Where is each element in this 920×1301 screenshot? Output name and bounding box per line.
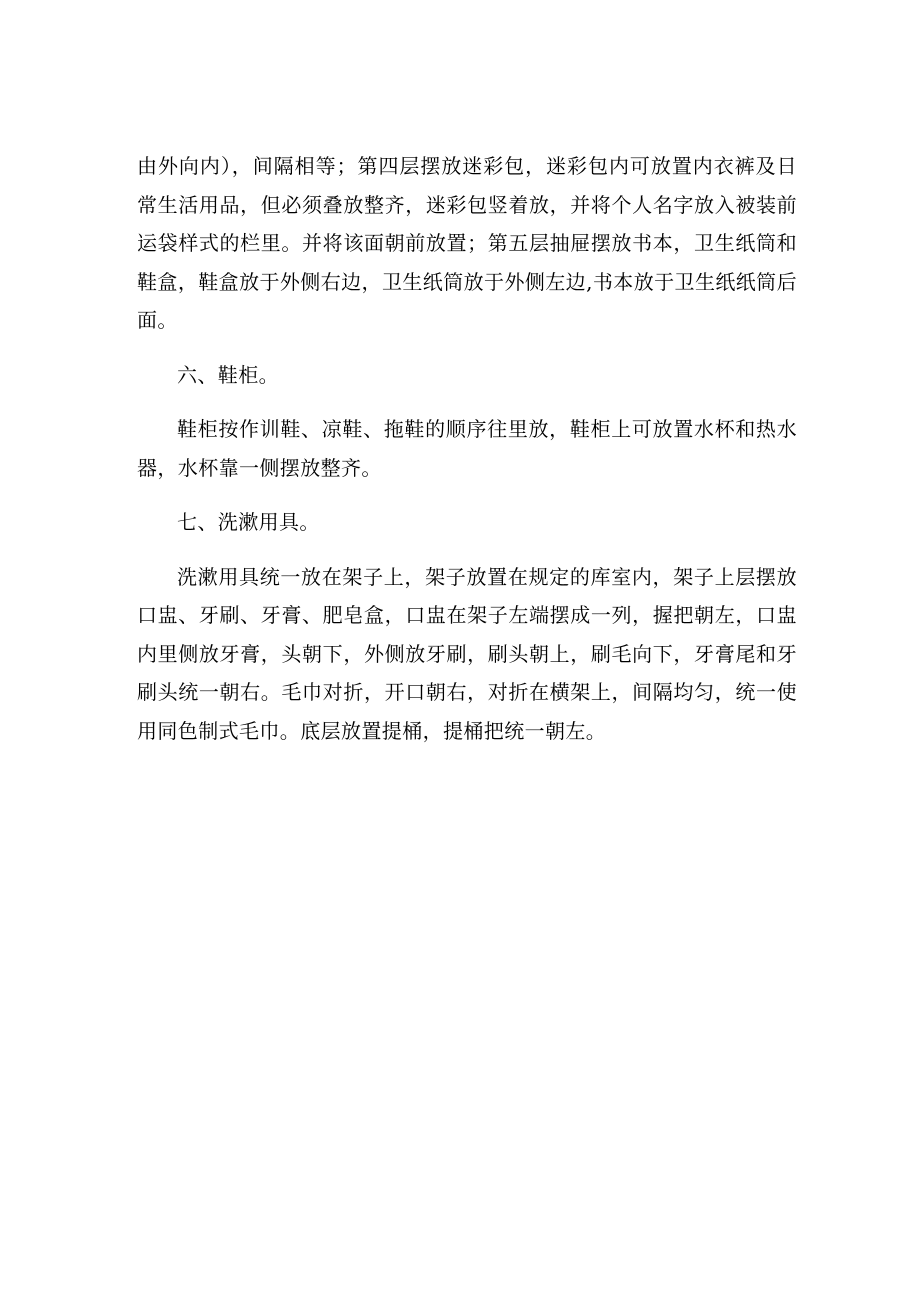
paragraph-gap [137, 340, 797, 356]
section-heading-toiletries: 七、洗漱用具。 [177, 510, 320, 534]
paragraph-toiletries: 洗漱用具统一放在架子上，架子放置在规定的库室内，架子上层摆放口盅、牙刷、牙膏、肥皂盒，口盅在架子左端摆成一列，握把朝左，口盅内里侧放牙膏，头朝下，外侧放牙刷，刷头朝上，刷毛向下，牙膏尾和牙刷头统一朝右。毛巾对折，开口朝右，对折在横架上，间隔均匀，统一使用同色制式毛巾。底层放置提桶，提桶把统一朝左。 [137, 564, 797, 743]
paragraph-gap [137, 487, 797, 503]
section-heading-shoe-cabinet: 六、鞋柜。 [177, 362, 279, 387]
paragraph-gap [137, 394, 797, 410]
paragraph-shoe-cabinet: 鞋柜按作训鞋、凉鞋、拖鞋的顺序往里放，鞋柜上可放置水杯和热水器，水杯靠一侧摆放整齐。 [137, 417, 797, 480]
paragraph-continued: 由外向内），间隔相等；第四层摆放迷彩包，迷彩包内可放置内衣裤及日常生活用品，但必须叠放整齐，迷彩包竖着放，并将个人名字放入被装前运袋样式的栏里。并将该面朝前放置；第五层抽屉摆放书本，卫生纸筒和鞋盒，鞋盒放于外侧右边，卫生纸筒放于外侧左边,书本放于卫生纸纸筒后面。 [137, 154, 797, 332]
paragraph-gap [137, 542, 797, 558]
document-body [137, 147, 797, 750]
